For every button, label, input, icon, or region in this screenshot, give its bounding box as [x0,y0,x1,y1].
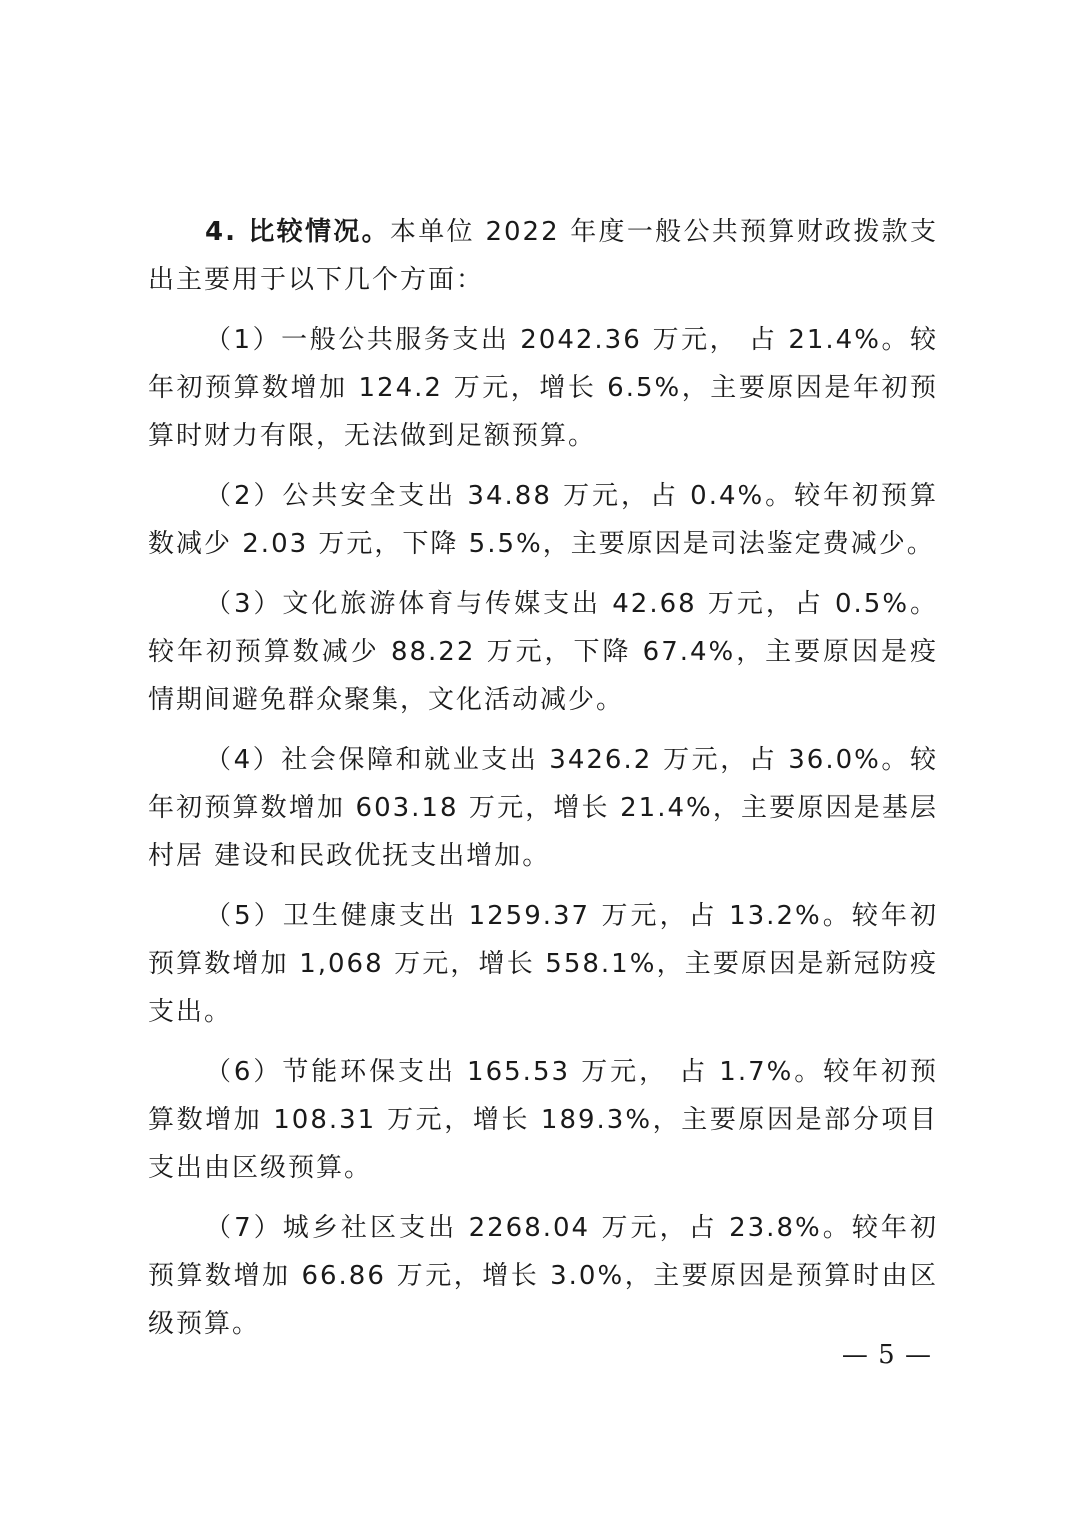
expense-item-5: （5）卫生健康支出 1259.37 万元，占 13.2%。较年初预算数增加 1,068 万元，增长 558.1%，主要原因是新冠防疫支出。 [148,901,938,1027]
expense-item-1: （1）一般公共服务支出 2042.36 万元， 占 21.4%。较年初预算数增加 124.2 万元，增长 6.5%，主要原因是年初预算时财力有限，无法做到足额预算。 [148,325,938,451]
section-heading: 4. 比较情况。 [205,217,390,247]
document-body [148,208,938,1360]
expense-item-7: （7）城乡社区支出 2268.04 万元，占 23.8%。较年初预算数增加 66.86 万元，增长 3.0%，主要原因是预算时由区级预算。 [148,1213,938,1339]
expense-item-4: （4）社会保障和就业支出 3426.2 万元，占 36.0%。较年初预算数增加 603.18 万元，增长 21.4%，主要原因是基层村居 建设和民政优抚支出增加。 [148,745,938,871]
expense-item-3: （3）文化旅游体育与传媒支出 42.68 万元，占 0.5%。较年初预算数减少 88.22 万元，下降 67.4%，主要原因是疫情期间避免群众聚集，文化活动减少。 [148,589,938,715]
expense-item-6: （6）节能环保支出 165.53 万元， 占 1.7%。较年初预算数增加 108.31 万元，增长 189.3%，主要原因是部分项目支出由区级预算。 [148,1057,938,1183]
page-number: — 5 — [841,1340,932,1370]
expense-item-2: （2）公共安全支出 34.88 万元，占 0.4%。较年初预算数减少 2.03 万元，下降 5.5%，主要原因是司法鉴定费减少。 [148,481,938,559]
intro-text: 本单位 2022 年度一般公共预算财政拨款支出主要用于以下几个方面： [148,217,938,295]
intro-paragraph [148,208,938,304]
